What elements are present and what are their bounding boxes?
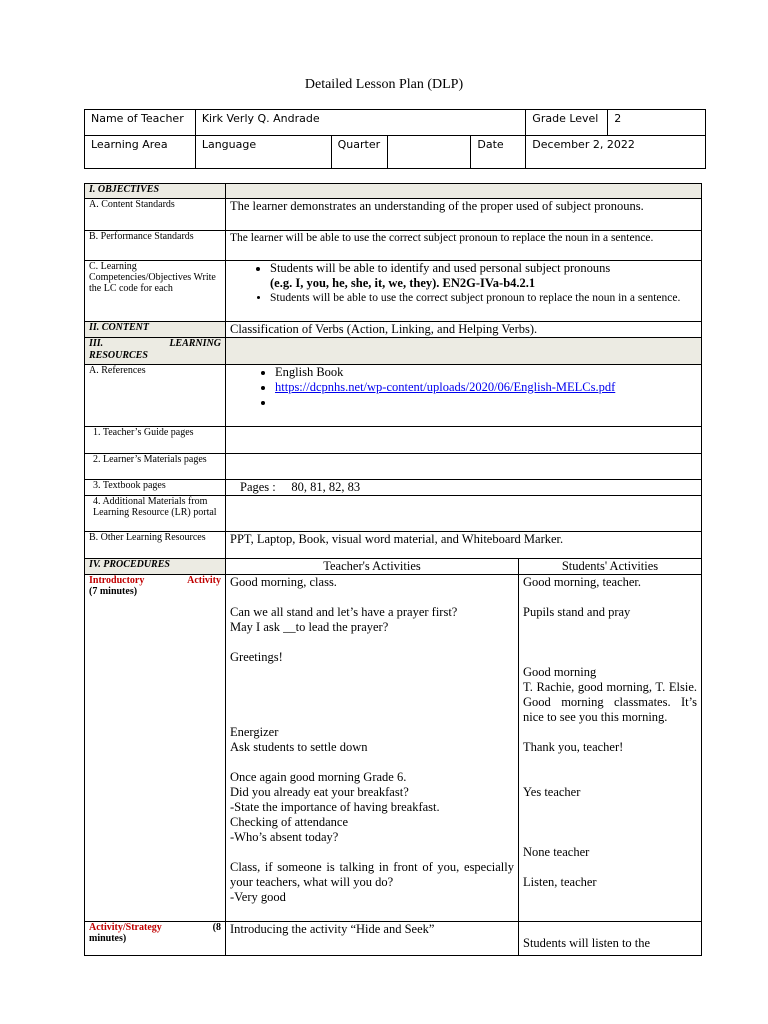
teacher-line: -Who’s absent today? — [230, 830, 339, 844]
teachers-guide-label: 1. Teacher’s Guide pages — [85, 427, 226, 454]
content-heading: II. CONTENT — [85, 322, 226, 338]
area-value: Language — [195, 136, 331, 169]
document-title: Detailed Lesson Plan (DLP) — [304, 77, 464, 92]
student-line: Good morning — [523, 665, 597, 679]
teacher-info-table — [84, 109, 706, 169]
lesson-plan-table — [84, 183, 702, 956]
teacher-label: Name of Teacher — [85, 110, 196, 136]
area-label: Learning Area — [85, 136, 196, 169]
resources-heading: III. LEARNING RESOURCES — [85, 338, 226, 365]
procedures-heading: IV. PROCEDURES — [85, 559, 226, 575]
performance-standards-value: The learner will be able to use the correct subject pronoun to replace the noun in a sentence. — [226, 231, 702, 261]
teacher-line: Class, if someone is talking in front of you, especially your teachers, what will you do? — [230, 860, 514, 889]
date-value: December 2, 2022 — [526, 136, 706, 169]
introductory-activity-label: Introductory Activity (7 minutes) — [85, 575, 226, 922]
teacher-value: Kirk Verly Q. Andrade — [195, 110, 525, 136]
intro-time: (7 minutes) — [89, 586, 138, 597]
student-line: T. Rachie, good morning, T. Elsie. Good morning classmates. It’s nice to see you this morning. — [523, 680, 697, 724]
activity-strategy-label: Activity/Strategy (8 minutes) — [85, 922, 226, 956]
competencies-label: C. Learning Competencies/Objectives Write the LC code for each — [85, 261, 226, 322]
other-resources-value: PPT, Laptop, Book, visual word material, and Whiteboard Marker. — [226, 532, 702, 559]
teacher-line: Checking of attendance — [230, 815, 349, 829]
intro-student-activities — [519, 575, 702, 922]
teacher-line: Good morning, class. — [230, 575, 337, 589]
content-standards-label: A. Content Standards — [85, 199, 226, 231]
quarter-label: Quarter — [331, 136, 387, 169]
student-line: Yes teacher — [523, 785, 581, 799]
students-activities-header: Students' Activities — [519, 559, 702, 575]
grade-value: 2 — [608, 110, 706, 136]
textbook-pages-label: 3. Textbook pages — [85, 480, 226, 496]
teacher-activities-header: Teacher's Activities — [226, 559, 519, 575]
competency-item: • Students will be able to identify and used personal subject pronouns (e.g. I, you, he, she, it, we, they). EN2G-IVa-b4.2.1 — [270, 261, 697, 291]
learners-materials-label: 2. Learner’s Materials pages — [85, 454, 226, 480]
content-standards-value: The learner demonstrates an understanding of the proper used of subject pronouns. — [226, 199, 702, 231]
content-value: Classification of Verbs (Action, Linking, and Helping Verbs). — [226, 322, 702, 338]
teacher-line: Ask students to settle down — [230, 740, 368, 754]
reference-item-empty — [275, 395, 697, 410]
performance-standards-label: B. Performance Standards — [85, 231, 226, 261]
other-resources-label: B. Other Learning Resources — [85, 532, 226, 559]
competencies-list — [226, 261, 702, 322]
student-line: Listen, teacher — [523, 875, 597, 889]
activity-students: Students will listen to the — [519, 922, 702, 956]
student-line: Thank you, teacher! — [523, 740, 624, 754]
teacher-line: -State the importance of having breakfast. — [230, 800, 440, 814]
grade-label: Grade Level — [526, 110, 608, 136]
date-label: Date — [471, 136, 526, 169]
quarter-value — [387, 136, 471, 169]
teacher-line: Energizer — [230, 725, 279, 739]
competency-code: (e.g. I, you, he, she, it, we, they). EN2G-IVa-b4.2.1 — [270, 276, 536, 290]
references-list — [226, 365, 702, 427]
teacher-line: Did you already eat your breakfast? — [230, 785, 409, 799]
student-line: None teacher — [523, 845, 590, 859]
teacher-line: Greetings! — [230, 650, 283, 664]
reference-item — [275, 380, 697, 395]
student-line: Pupils stand and pray — [523, 605, 631, 619]
teacher-line: Can we all stand and let’s have a prayer first? May I ask __to lead the prayer? — [230, 605, 458, 634]
references-label: A. References — [85, 365, 226, 427]
student-line: Good morning, teacher. — [523, 575, 642, 589]
competency-item: • Students will be able to use the correct subject pronoun to replace the noun in a sentence. — [270, 291, 697, 306]
reference-item: • English Book — [275, 365, 697, 380]
additional-materials-label: 4. Additional Materials from Learning Resource (LR) portal — [85, 496, 226, 532]
activity-teacher: Introducing the activity “Hide and Seek” — [226, 922, 519, 956]
teacher-line: -Very good — [230, 890, 286, 904]
objectives-heading: I. OBJECTIVES — [85, 184, 226, 199]
teacher-line: Once again good morning Grade 6. — [230, 770, 407, 784]
reference-link[interactable]: https://dcpnhs.net/wp-content/uploads/2020/06/English-MELCs.pdf — [275, 380, 616, 394]
intro-teacher-activities — [226, 575, 519, 922]
textbook-pages-value: Pages : 80, 81, 82, 83 — [226, 480, 702, 496]
